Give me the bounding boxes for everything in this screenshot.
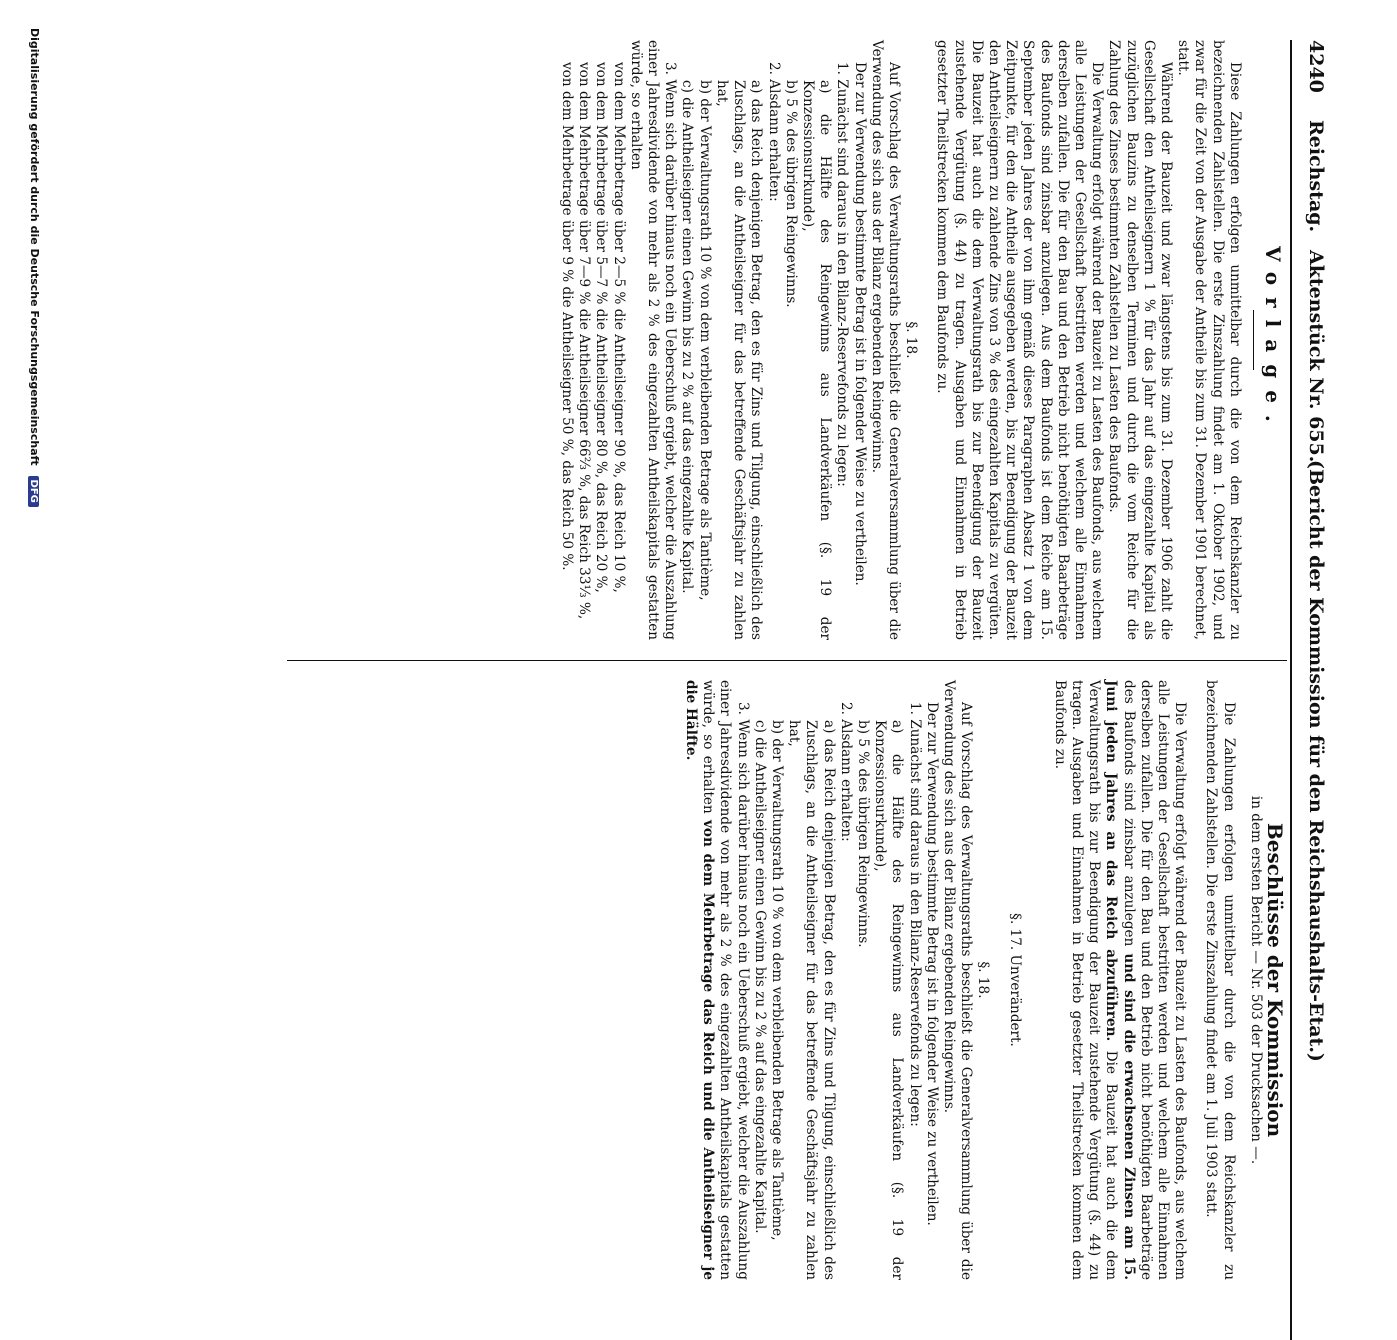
list-item: 2. Alsdann erhalten: [837, 702, 854, 842]
text-run: 3. Wenn sich darüber hinaus noch ein Ueberschuß ergiebt, welcher die Auszahlung einer Jahresdividende von mehr als 2 % des eingezahlten Antheilskapitals gestatten würde, so erhalten [700, 680, 751, 1280]
left-column-vorlage [558, 40, 1285, 640]
header-source: Reichstag. [1305, 120, 1327, 233]
vorlage-paragraph: Der zur Verwendung bestimmte Betrag ist in folgender Weise zu vertheilen. [851, 62, 868, 586]
list-item: 3. Wenn sich darüber hinaus noch ein Ueberschuß ergiebt, welcher die Auszahlung einer Jahresdividende von mehr als 2 % des eingezahlten Antheilskapitals gestatten würde, so erhalten [627, 40, 679, 640]
digitization-footer [28, 28, 41, 507]
list-item: a) die Hälfte des Reingewinns aus Landverkäufen (§. 19 der Konzessionsurkunde), [799, 80, 834, 640]
beschluesse-paragraph: Die Zahlungen erfolgen unmittelbar durch die von dem Reichskanzler zu bezeichnenden Zahlstellen. Die erste Zinszahlung findet am 1. Juli 1903 statt. [1203, 680, 1237, 1280]
vorlage-paragraph: Diese Zahlungen erfolgen unmittelbar durch die von dem Reichskanzler zu bezeichnenden Zahlstellen. Die erste Zinszahlung findet am 1. Oktober 1902, und zwar für die Zeit von der Ausgabe der Antheile bis zum 31. Dezember 1901 berechnet, statt. [1175, 40, 1243, 640]
list-item: 1. Zunächst sind daraus in den Bilanz-Reservefonds zu legen: [906, 702, 923, 1127]
header-rule [1290, 40, 1292, 1340]
list-item: c) die Antheilseigner einen Gewinn bis zu 2 % auf das eingezahlte Kapital. [679, 80, 696, 594]
text-run: Die Bauzeit hat auch die dem Verwaltungsrath bis zur Beendigung der Bauzeit zustehende Vergütung (§. 44) zu tragen. Ausgaben und Einnahmen in Betrieb gesetzter Theilstrecken kommen dem Baufonds zu. [1051, 680, 1120, 1280]
bold-amendment: und sind die erwachsenen Zinsen am 15. Juni jeden Jahres an das Reich abzuführen. [1103, 680, 1137, 1280]
list-item: von dem Mehrbetrage über 9 % die Antheilseigner 50 %, das Reich 50 %. [559, 62, 576, 571]
list-item: 1. Zunächst sind daraus in den Bilanz-Reservefonds zu legen: [834, 62, 851, 487]
header-report-title: (Bericht der Kommission für den Reichshaushalts-Etat.) [1305, 460, 1327, 1062]
vorlage-title: Vorlage. [1261, 246, 1285, 434]
header-document-number: Aktenstück Nr. 655. [1305, 250, 1327, 463]
beschluesse-paragraph [1051, 680, 1189, 1280]
beschluesse-title: Beschlüsse der Kommission [1263, 822, 1287, 1138]
vorlage-paragraph: Auf Vorschlag des Verwaltungsraths beschließt die Generalversammlung über die Verwendung des sich aus der Bilanz ergebenden Reingewinns. [868, 40, 902, 640]
page-number: 4240 [1305, 40, 1327, 93]
column-divider [287, 660, 1287, 661]
text-run: Die Verwaltung erfolgt während der Bauzeit zu Lasten des Baufonds, aus welchem alle Leistungen der Gesellschaft bestritten werden und welchem alle Einnahmen derselben zufallen. Die für den Bau und den Betrieb nicht benöthigten Baarbeträge des Baufonds sind zinsbar anzulegen [1120, 680, 1189, 1280]
footer-text: Digitalisierung gefördert durch die Deutsche Forschungsgemeinschaft [28, 28, 41, 466]
list-item: a) das Reich denjenigen Betrag, den es für Zins und Tilgung, einschließlich des Zuschlags, an die Antheilseigner für das betreffende Geschäftsjahr zu zahlen hat, [786, 720, 837, 1280]
list-item: c) die Antheilseigner einen Gewinn bis zu 2 % auf das eingezahlte Kapital. [751, 720, 768, 1234]
vorlage-paragraph: Während der Bauzeit und zwar längstens bis zum 31. Dezember 1906 zahlt die Gesellschaft den Antheilseignern 1 % für das Jahr auf das eingezahlte Kapital als zuzüglichen Bauzins zu denselben Terminen und durch die vom Reiche für die Zahlung des Zinses bestimmten Zahlstellen zu Lasten des Baufonds. [1106, 40, 1174, 640]
list-item: von dem Mehrbetrage über 5—7 % die Antheilseigner 80 %, das Reich 20 %, [593, 62, 610, 593]
right-column-beschluesse [682, 680, 1285, 1280]
bold-amendment: von dem Mehrbetrage das Reich und die Antheilseigner je die Hälfte. [682, 680, 717, 1280]
dfg-logo-icon: DFG [28, 476, 39, 507]
list-item: von dem Mehrbetrage über 2—5 % die Antheilseigner 90 %, das Reich 10 %, [610, 62, 627, 593]
list-item: b) der Verwaltungsrath 10 % von dem verbleibenden Betrage als Tantième, [768, 720, 785, 1241]
list-item [682, 680, 751, 1280]
page-header [1297, 40, 1327, 1062]
section-heading: §. 17. Unverändert. [1006, 913, 1023, 1047]
list-item: b) der Verwaltungsrath 10 % von dem verbleibenden Betrage als Tantième, [696, 80, 713, 601]
list-item: von dem Mehrbetrage über 7—9 % die Antheilseigner 66⅔ %, das Reich 33⅓ %, [576, 62, 593, 620]
vorlage-paragraph: Die Verwaltung erfolgt während der Bauzeit zu Lasten des Baufonds, aus welchem alle Leistungen der Gesellschaft bestritten werden und welchem alle Einnahmen derselben zufallen. Die für den Bau und den Betrieb nicht benöthigten Baarbeträge des Baufonds sind zinsbar anzulegen. Aus dem Baufonds ist dem Reiche am 15. September jeden Jahres der von ihm gemäß dieses Paragraphen Absatz 1 von dem Zeitpunkte, für den die Antheile ausgegeben werden, bis zur Beendigung der Bauzeit den Antheilseignern zu zahlende Zins von 3 % des eingezahlten Kapitals zu vergüten. Die Bauzeit hat auch die dem Verwaltungsrath bis zur Beendigung der Bauzeit zustehende Vergütung (§. 44) zu tragen. Ausgaben und Einnahmen in Betrieb gesetzter Theilstrecken kommen dem Baufonds zu. [934, 40, 1106, 640]
section-heading: §. 18. [903, 321, 920, 359]
list-item: b) 5 % des übrigen Reingewinns. [854, 720, 871, 948]
beschluesse-paragraph: Auf Vorschlag des Verwaltungsraths beschließt die Generalversammlung über die Verwendung des sich aus der Bilanz ergebenden Reingewinns. [940, 680, 975, 1280]
beschluesse-subtitle: in dem ersten Bericht — Nr. 503 der Drucksachen —. [1247, 795, 1264, 1165]
title-separator [1253, 310, 1254, 370]
list-item: a) die Hälfte des Reingewinns aus Landverkäufen (§. 19 der Konzessionsurkunde), [872, 720, 906, 1280]
list-item: a) das Reich denjenigen Betrag, den es für Zins und Tilgung, einschließlich des Zuschlags, an die Antheilseigner für das betreffende Geschäftsjahr zu zahlen hat, [713, 80, 765, 640]
beschluesse-paragraph: Der zur Verwendung bestimmte Betrag ist in folgender Weise zu vertheilen. [923, 702, 940, 1226]
section-heading: §. 18. [975, 961, 992, 999]
list-item: b) 5 % des übrigen Reingewinns. [782, 80, 799, 308]
list-item: 2. Alsdann erhalten: [765, 62, 782, 202]
